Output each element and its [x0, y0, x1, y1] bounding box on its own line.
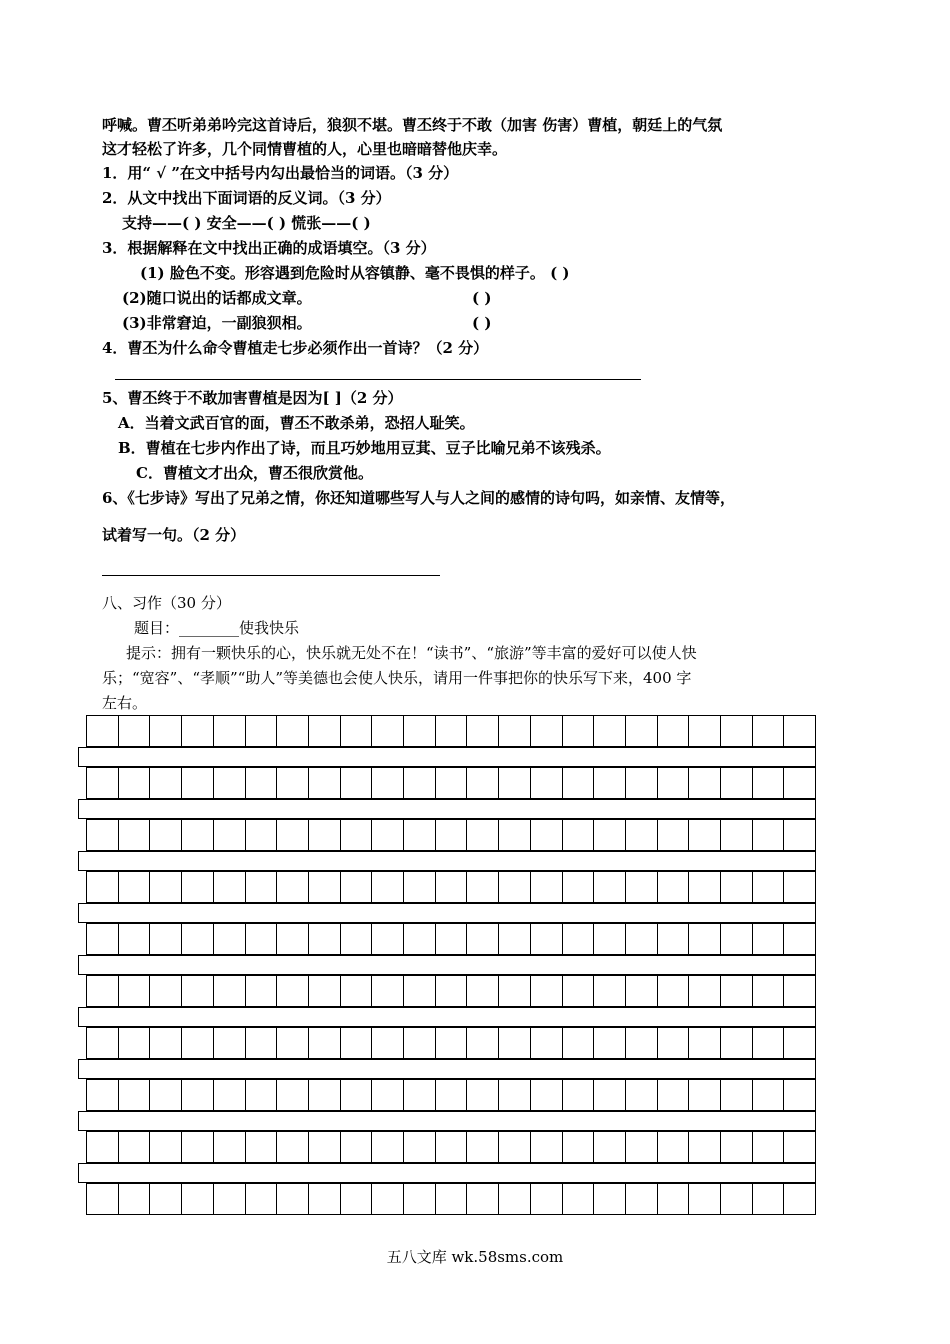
grid-cell[interactable]: [626, 768, 658, 798]
grid-cell[interactable]: [499, 976, 531, 1006]
grid-cell[interactable]: [721, 1132, 753, 1162]
grid-cell[interactable]: [214, 1028, 246, 1058]
grid-cell[interactable]: [499, 1184, 531, 1214]
grid-cell[interactable]: [372, 1080, 404, 1110]
grid-cell[interactable]: [150, 768, 182, 798]
grid-cell[interactable]: [594, 716, 626, 746]
grid-cell[interactable]: [404, 1080, 436, 1110]
grid-cell[interactable]: [150, 976, 182, 1006]
grid-cell[interactable]: [436, 976, 468, 1006]
grid-cell[interactable]: [309, 1080, 341, 1110]
grid-cell[interactable]: [214, 1132, 246, 1162]
question-6-line-2: 试着写一句。（2 分）: [102, 526, 246, 544]
grid-cell[interactable]: [87, 924, 119, 954]
grid-cell[interactable]: [721, 1028, 753, 1058]
grid-cell[interactable]: [372, 716, 404, 746]
grid-cell[interactable]: [689, 924, 721, 954]
question-2-items: 支持——( ) 安全——( ) 慌张——( ): [122, 214, 371, 232]
passage-line-1: 呼喊。曹丕听弟弟吟完这首诗后，狼狈不堪。曹丕终于不敢（加害 伤害）曹植，朝廷上的气氛: [102, 116, 723, 134]
grid-cell[interactable]: [594, 924, 626, 954]
grid-cell[interactable]: [563, 768, 595, 798]
grid-cell[interactable]: [372, 872, 404, 902]
grid-cell[interactable]: [499, 768, 531, 798]
footer-watermark: 五八文库 wk.58sms.com: [386, 1248, 564, 1266]
grid-cell[interactable]: [150, 820, 182, 850]
grid-cell[interactable]: [119, 1080, 151, 1110]
grid-row: [86, 923, 816, 955]
grid-cell[interactable]: [341, 768, 373, 798]
composition-hint-line-1: 提示：拥有一颗快乐的心，快乐就无处不在！“读书”、“旅游”等丰富的爱好可以使人快: [126, 644, 697, 662]
composition-heading: 八、习作（30 分）: [102, 594, 231, 612]
grid-cell[interactable]: [594, 820, 626, 850]
question-6-line-1: 6、《七步诗》写出了兄弟之情，你还知道哪些写人与人之间的感情的诗句吗，如亲情、友情等，: [102, 489, 735, 507]
grid-cell[interactable]: [626, 1028, 658, 1058]
grid-cell[interactable]: [594, 1132, 626, 1162]
grid-cell[interactable]: [119, 976, 151, 1006]
grid-cell[interactable]: [467, 716, 499, 746]
grid-cell[interactable]: [341, 1132, 373, 1162]
question-5: 5、曹丕终于不敢加害曹植是因为[ ]（2 分）: [102, 389, 403, 407]
grid-cell[interactable]: [341, 872, 373, 902]
grid-cell[interactable]: [499, 924, 531, 954]
question-2: 2．从文中找出下面词语的反义词。（3 分）: [102, 189, 391, 207]
grid-cell[interactable]: [182, 716, 214, 746]
grid-cell[interactable]: [309, 976, 341, 1006]
grid-cell[interactable]: [277, 872, 309, 902]
grid-cell[interactable]: [531, 872, 563, 902]
grid-cell[interactable]: [214, 1184, 246, 1214]
question-3-blank-2: ( ): [472, 289, 492, 307]
writing-grid: [78, 715, 816, 1229]
grid-cell[interactable]: [784, 768, 816, 798]
composition-hint-line-2: 乐；“宽容”、“孝顺”“助人”等美德也会使人快乐，请用一件事把你的快乐写下来，400 字: [102, 669, 692, 687]
grid-cell[interactable]: [753, 872, 785, 902]
grid-cell[interactable]: [784, 1132, 816, 1162]
grid-cell[interactable]: [87, 872, 119, 902]
grid-cell[interactable]: [182, 976, 214, 1006]
grid-cell[interactable]: [531, 820, 563, 850]
grid-cell[interactable]: [563, 716, 595, 746]
grid-cell[interactable]: [150, 1184, 182, 1214]
composition-title: 题目：________使我快乐: [134, 619, 300, 637]
grid-row: [86, 767, 816, 799]
grid-cell[interactable]: [309, 924, 341, 954]
grid-cell[interactable]: [626, 1184, 658, 1214]
grid-cell[interactable]: [689, 1184, 721, 1214]
grid-cell[interactable]: [341, 1080, 373, 1110]
grid-cell[interactable]: [467, 924, 499, 954]
grid-cell[interactable]: [277, 1184, 309, 1214]
grid-cell[interactable]: [150, 924, 182, 954]
grid-cell[interactable]: [436, 1184, 468, 1214]
grid-cell[interactable]: [87, 820, 119, 850]
grid-cell[interactable]: [626, 924, 658, 954]
grid-cell[interactable]: [689, 872, 721, 902]
grid-cell[interactable]: [753, 1080, 785, 1110]
grid-cell[interactable]: [436, 924, 468, 954]
grid-cell[interactable]: [341, 1184, 373, 1214]
grid-cell[interactable]: [499, 872, 531, 902]
grid-cell[interactable]: [499, 1132, 531, 1162]
grid-cell[interactable]: [404, 924, 436, 954]
grid-cell[interactable]: [246, 924, 278, 954]
grid-cell[interactable]: [372, 976, 404, 1006]
grid-cell[interactable]: [277, 820, 309, 850]
grid-cell[interactable]: [721, 820, 753, 850]
grid-cell[interactable]: [563, 1028, 595, 1058]
grid-cell[interactable]: [563, 1184, 595, 1214]
grid-cell[interactable]: [404, 768, 436, 798]
grid-cell[interactable]: [119, 1184, 151, 1214]
composition-hint-line-3: 左右。: [102, 694, 148, 712]
grid-cell[interactable]: [689, 820, 721, 850]
grid-cell[interactable]: [119, 820, 151, 850]
grid-cell[interactable]: [658, 976, 690, 1006]
grid-cell[interactable]: [658, 716, 690, 746]
grid-cell[interactable]: [372, 1132, 404, 1162]
grid-cell[interactable]: [182, 820, 214, 850]
grid-cell[interactable]: [87, 768, 119, 798]
grid-cell[interactable]: [784, 1080, 816, 1110]
question-5-option-b: B．曹植在七步内作出了诗，而且巧妙地用豆萁、豆子比喻兄弟不该残杀。: [118, 439, 611, 457]
grid-cell[interactable]: [277, 1132, 309, 1162]
grid-cell[interactable]: [689, 1028, 721, 1058]
grid-cell[interactable]: [404, 820, 436, 850]
answer-line-6: [102, 575, 440, 576]
grid-cell[interactable]: [214, 976, 246, 1006]
grid-cell[interactable]: [784, 976, 816, 1006]
grid-cell[interactable]: [531, 768, 563, 798]
grid-row: [86, 715, 816, 747]
grid-cell[interactable]: [658, 768, 690, 798]
grid-cell[interactable]: [182, 768, 214, 798]
grid-cell[interactable]: [563, 976, 595, 1006]
grid-cell[interactable]: [689, 1080, 721, 1110]
grid-cell[interactable]: [467, 768, 499, 798]
grid-cell[interactable]: [246, 768, 278, 798]
grid-cell[interactable]: [753, 1184, 785, 1214]
grid-cell[interactable]: [214, 1080, 246, 1110]
grid-cell[interactable]: [531, 1028, 563, 1058]
grid-cell[interactable]: [277, 1028, 309, 1058]
grid-cell[interactable]: [563, 924, 595, 954]
grid-cell[interactable]: [309, 820, 341, 850]
grid-cell[interactable]: [436, 1028, 468, 1058]
grid-cell[interactable]: [784, 924, 816, 954]
grid-cell[interactable]: [246, 820, 278, 850]
grid-cell[interactable]: [341, 924, 373, 954]
grid-cell[interactable]: [753, 924, 785, 954]
grid-cell[interactable]: [531, 1184, 563, 1214]
grid-cell[interactable]: [341, 976, 373, 1006]
grid-cell[interactable]: [246, 1132, 278, 1162]
grid-cell[interactable]: [150, 872, 182, 902]
grid-cell[interactable]: [658, 872, 690, 902]
grid-row-spacer: [78, 1111, 816, 1131]
grid-row-spacer: [78, 799, 816, 819]
grid-row: [86, 1131, 816, 1163]
passage-line-2: 这才轻松了许多，几个同情曹植的人，心里也暗暗替他庆幸。: [102, 140, 508, 158]
grid-cell[interactable]: [214, 768, 246, 798]
grid-cell[interactable]: [119, 768, 151, 798]
grid-cell[interactable]: [721, 1080, 753, 1110]
grid-cell[interactable]: [467, 1080, 499, 1110]
grid-cell[interactable]: [119, 1132, 151, 1162]
grid-cell[interactable]: [721, 872, 753, 902]
grid-cell[interactable]: [594, 872, 626, 902]
grid-cell[interactable]: [753, 1132, 785, 1162]
grid-cell[interactable]: [467, 820, 499, 850]
grid-cell[interactable]: [658, 1028, 690, 1058]
grid-cell[interactable]: [404, 1132, 436, 1162]
grid-row-spacer: [78, 851, 816, 871]
question-3-item-3: (3)非常窘迫，一副狼狈相。: [122, 314, 312, 332]
grid-cell[interactable]: [594, 976, 626, 1006]
grid-cell[interactable]: [499, 716, 531, 746]
grid-cell[interactable]: [467, 1184, 499, 1214]
grid-cell[interactable]: [214, 924, 246, 954]
grid-cell[interactable]: [784, 820, 816, 850]
grid-cell[interactable]: [309, 872, 341, 902]
grid-cell[interactable]: [404, 1028, 436, 1058]
grid-cell[interactable]: [753, 820, 785, 850]
grid-cell[interactable]: [182, 1028, 214, 1058]
grid-cell[interactable]: [531, 976, 563, 1006]
grid-cell[interactable]: [531, 924, 563, 954]
grid-cell[interactable]: [372, 820, 404, 850]
grid-cell[interactable]: [499, 1028, 531, 1058]
grid-cell[interactable]: [182, 872, 214, 902]
grid-cell[interactable]: [182, 924, 214, 954]
grid-cell[interactable]: [277, 716, 309, 746]
grid-row: [86, 871, 816, 903]
grid-cell[interactable]: [594, 1028, 626, 1058]
grid-cell[interactable]: [309, 1132, 341, 1162]
grid-cell[interactable]: [689, 1132, 721, 1162]
grid-cell[interactable]: [499, 1080, 531, 1110]
grid-row-spacer: [78, 1059, 816, 1079]
grid-cell[interactable]: [404, 976, 436, 1006]
grid-cell[interactable]: [436, 1080, 468, 1110]
grid-cell[interactable]: [753, 716, 785, 746]
grid-cell[interactable]: [563, 1080, 595, 1110]
question-5-option-a: A．当着文武百官的面，曹丕不敢杀弟，恐招人耻笑。: [118, 414, 475, 432]
grid-cell[interactable]: [277, 924, 309, 954]
grid-cell[interactable]: [721, 1184, 753, 1214]
grid-cell[interactable]: [404, 1184, 436, 1214]
grid-row: [86, 819, 816, 851]
question-3: 3．根据解释在文中找出正确的成语填空。（3 分）: [102, 239, 436, 257]
grid-row-spacer: [78, 1007, 816, 1027]
grid-cell[interactable]: [277, 1080, 309, 1110]
grid-cell[interactable]: [309, 768, 341, 798]
grid-cell[interactable]: [753, 976, 785, 1006]
grid-cell[interactable]: [309, 716, 341, 746]
grid-cell[interactable]: [721, 924, 753, 954]
question-1: 1．用“ √ ”在文中括号内勾出最恰当的词语。（3 分）: [102, 164, 459, 182]
grid-cell[interactable]: [721, 716, 753, 746]
grid-cell[interactable]: [626, 820, 658, 850]
grid-cell[interactable]: [87, 1184, 119, 1214]
grid-cell[interactable]: [246, 1080, 278, 1110]
grid-cell[interactable]: [784, 716, 816, 746]
grid-cell[interactable]: [626, 716, 658, 746]
grid-cell[interactable]: [87, 1028, 119, 1058]
grid-cell[interactable]: [214, 872, 246, 902]
grid-cell[interactable]: [119, 1028, 151, 1058]
grid-cell[interactable]: [87, 1132, 119, 1162]
grid-cell[interactable]: [689, 716, 721, 746]
grid-row: [86, 975, 816, 1007]
grid-cell[interactable]: [753, 768, 785, 798]
grid-cell[interactable]: [372, 768, 404, 798]
grid-cell[interactable]: [341, 820, 373, 850]
grid-cell[interactable]: [119, 716, 151, 746]
grid-cell[interactable]: [150, 716, 182, 746]
grid-cell[interactable]: [182, 1080, 214, 1110]
grid-cell[interactable]: [658, 1184, 690, 1214]
grid-cell[interactable]: [784, 1028, 816, 1058]
grid-cell[interactable]: [563, 820, 595, 850]
grid-row-spacer: [78, 1163, 816, 1183]
grid-cell[interactable]: [246, 1028, 278, 1058]
grid-cell[interactable]: [246, 872, 278, 902]
answer-line-4: [115, 379, 641, 380]
grid-cell[interactable]: [784, 1184, 816, 1214]
grid-cell[interactable]: [467, 872, 499, 902]
grid-cell[interactable]: [372, 924, 404, 954]
grid-cell[interactable]: [689, 976, 721, 1006]
grid-row: [86, 1183, 816, 1215]
grid-cell[interactable]: [689, 768, 721, 798]
grid-cell[interactable]: [467, 1132, 499, 1162]
grid-row-spacer: [78, 903, 816, 923]
grid-cell[interactable]: [721, 976, 753, 1006]
grid-cell[interactable]: [246, 716, 278, 746]
grid-cell[interactable]: [499, 820, 531, 850]
grid-cell[interactable]: [594, 1184, 626, 1214]
grid-cell[interactable]: [277, 976, 309, 1006]
grid-cell[interactable]: [531, 716, 563, 746]
grid-cell[interactable]: [436, 872, 468, 902]
grid-cell[interactable]: [563, 1132, 595, 1162]
grid-cell[interactable]: [277, 768, 309, 798]
grid-cell[interactable]: [182, 1184, 214, 1214]
grid-cell[interactable]: [341, 716, 373, 746]
question-5-option-c: C．曹植文才出众，曹丕很欣赏他。: [136, 464, 373, 482]
grid-cell[interactable]: [467, 1028, 499, 1058]
grid-cell[interactable]: [626, 976, 658, 1006]
grid-cell[interactable]: [436, 768, 468, 798]
grid-cell[interactable]: [404, 716, 436, 746]
grid-cell[interactable]: [753, 1028, 785, 1058]
question-3-item-1: (1) 脸色不变。形容遇到危险时从容镇静、毫不畏惧的样子。 ( ): [140, 264, 570, 282]
question-3-item-2: (2)随口说出的话都成文章。: [122, 289, 312, 307]
grid-cell[interactable]: [626, 1080, 658, 1110]
question-4: 4．曹丕为什么命令曹植走七步必须作出一首诗？（2 分）: [102, 339, 489, 357]
grid-cell[interactable]: [182, 1132, 214, 1162]
grid-cell[interactable]: [309, 1184, 341, 1214]
grid-row-spacer: [78, 955, 816, 975]
grid-cell[interactable]: [214, 820, 246, 850]
grid-cell[interactable]: [626, 1132, 658, 1162]
grid-cell[interactable]: [214, 716, 246, 746]
grid-cell[interactable]: [119, 924, 151, 954]
grid-row-spacer: [78, 747, 816, 767]
grid-cell[interactable]: [119, 872, 151, 902]
grid-cell[interactable]: [436, 1132, 468, 1162]
grid-cell[interactable]: [372, 1028, 404, 1058]
grid-cell[interactable]: [594, 1080, 626, 1110]
grid-cell[interactable]: [563, 872, 595, 902]
grid-cell[interactable]: [150, 1080, 182, 1110]
question-3-blank-3: ( ): [472, 314, 492, 332]
grid-cell[interactable]: [87, 976, 119, 1006]
grid-cell[interactable]: [87, 1080, 119, 1110]
grid-cell[interactable]: [531, 1080, 563, 1110]
grid-cell[interactable]: [658, 1080, 690, 1110]
grid-row: [86, 1027, 816, 1059]
grid-cell[interactable]: [341, 1028, 373, 1058]
grid-cell[interactable]: [436, 820, 468, 850]
grid-cell[interactable]: [531, 1132, 563, 1162]
grid-cell[interactable]: [309, 1028, 341, 1058]
grid-cell[interactable]: [150, 1028, 182, 1058]
grid-cell[interactable]: [594, 768, 626, 798]
grid-cell[interactable]: [784, 872, 816, 902]
grid-cell[interactable]: [467, 976, 499, 1006]
grid-cell[interactable]: [658, 820, 690, 850]
grid-cell[interactable]: [246, 976, 278, 1006]
grid-cell[interactable]: [372, 1184, 404, 1214]
grid-cell[interactable]: [150, 1132, 182, 1162]
grid-cell[interactable]: [436, 716, 468, 746]
grid-cell[interactable]: [404, 872, 436, 902]
grid-cell[interactable]: [721, 768, 753, 798]
grid-cell[interactable]: [658, 1132, 690, 1162]
grid-cell[interactable]: [87, 716, 119, 746]
grid-cell[interactable]: [626, 872, 658, 902]
grid-row: [86, 1079, 816, 1111]
grid-cell[interactable]: [658, 924, 690, 954]
grid-cell[interactable]: [246, 1184, 278, 1214]
